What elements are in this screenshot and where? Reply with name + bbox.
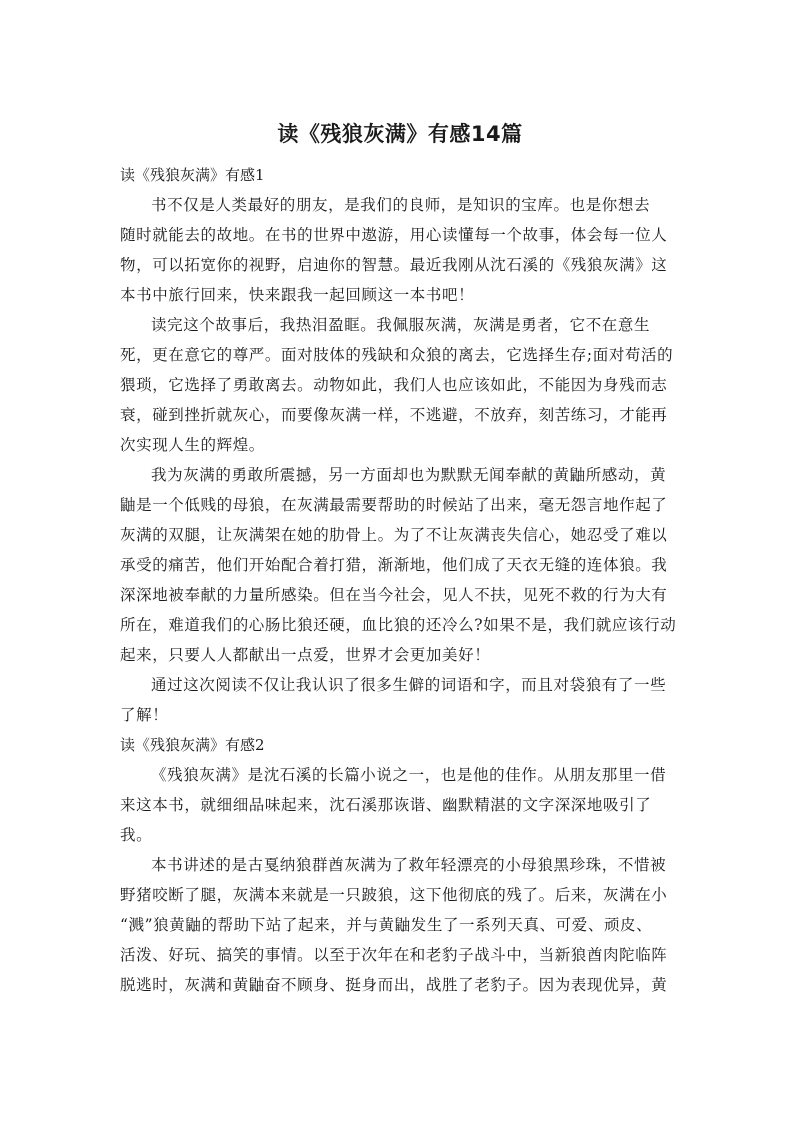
paragraph-line: 通过这次阅读不仅让我认识了很多生僻的词语和字，而且对袋狼有了一些 [151, 676, 667, 694]
section-heading: 读《残狼灰满》有感2 [120, 736, 265, 754]
paragraph-line: 本书中旅行回来，快来跟我一起回顾这一本书吧！ [120, 286, 475, 304]
paragraph [120, 760, 680, 850]
paragraph-line: 所在，难道我们的心肠比狼还硬，血比狼的还冷么?如果不是，我们就应该行动 [120, 616, 677, 634]
paragraph [120, 670, 680, 730]
document-title: 读《残狼灰满》有感14篇 [277, 122, 523, 146]
paragraph-line: 本书讲述的是古戛纳狼群酋灰满为了救年轻漂亮的小母狼黑珍珠，不惜被 [151, 856, 667, 874]
paragraph-line: 我。 [120, 826, 153, 844]
paragraph-line: 来这本书，就细细品味起来，沈石溪那诙谐、幽默精湛的文字深深地吸引了 [120, 796, 652, 814]
paragraph-line: 物，可以拓宽你的视野，启迪你的智慧。最近我刚从沈石溪的《残狼灰满》这 [120, 256, 668, 274]
paragraph-line: 书不仅是人类最好的朋友，是我们的良师，是知识的宝库。也是你想去 [151, 196, 651, 214]
paragraph-line: 脱逃时，灰满和黄鼬奋不顾身、挺身而出，战胜了老豹子。因为表现优异，黄 [120, 976, 668, 994]
paragraph-line: 随时就能去的故地。在书的世界中遨游，用心读懂每一个故事，体会每一位人 [120, 226, 668, 244]
paragraph-line: 衰，碰到挫折就灰心，而要像灰满一样，不逃避，不放弃，刻苦练习，才能再 [120, 406, 668, 424]
paragraph-line: 野猪咬断了腿，灰满本来就是一只跛狼，这下他彻底的残了。后来，灰满在小 [120, 886, 668, 904]
paragraph [120, 460, 680, 670]
paragraph-line: 死，更在意它的尊严。面对肢体的残缺和众狼的离去，它选择生存;面对苟活的 [120, 346, 674, 364]
paragraph-line: 猥琐，它选择了勇敢离去。动物如此，我们人也应该如此，不能因为身残而志 [120, 376, 668, 394]
paragraph-line: 《残狼灰满》是沈石溪的长篇小说之一，也是他的佳作。从朋友那里一借 [151, 766, 667, 784]
section-heading: 读《残狼灰满》有感1 [120, 166, 265, 184]
paragraph-line: 次实现人生的辉煌。 [120, 436, 265, 454]
paragraph [120, 850, 680, 1000]
paragraph-line: 了解！ [120, 706, 169, 724]
paragraph-line: 我为灰满的勇敢所震撼，另一方面却也为默默无闻奉献的黄鼬所感动，黄 [151, 466, 667, 484]
paragraph-line: “溅”狼黄鼬的帮助下站了起来，并与黄鼬发生了一系列天真、可爱、顽皮、 [120, 916, 653, 934]
paragraph [120, 190, 680, 310]
document-body [120, 160, 680, 1000]
paragraph-line: 活泼、好玩、搞笑的事情。以至于次年在和老豹子战斗中，当新狼酋肉陀临阵 [120, 946, 668, 964]
paragraph-line: 鼬是一个低贱的母狼，在灰满最需要帮助的时候站了出来，毫无怨言地作起了 [120, 496, 668, 514]
paragraph [120, 310, 680, 460]
paragraph-line: 灰满的双腿，让灰满架在她的肋骨上。为了不让灰满丧失信心，她忍受了难以 [120, 526, 668, 544]
paragraph-line: 承受的痛苦，他们开始配合着打猎，渐渐地，他们成了天衣无缝的连体狼。我 [120, 556, 668, 574]
paragraph-line: 起来，只要人人都献出一点爱，世界才会更加美好！ [120, 646, 491, 664]
paragraph-line: 深深地被奉献的力量所感染。但在当今社会，见人不扶，见死不救的行为大有 [120, 586, 668, 604]
paragraph-line: 读完这个故事后，我热泪盈眶。我佩服灰满，灰满是勇者，它不在意生 [151, 316, 651, 334]
